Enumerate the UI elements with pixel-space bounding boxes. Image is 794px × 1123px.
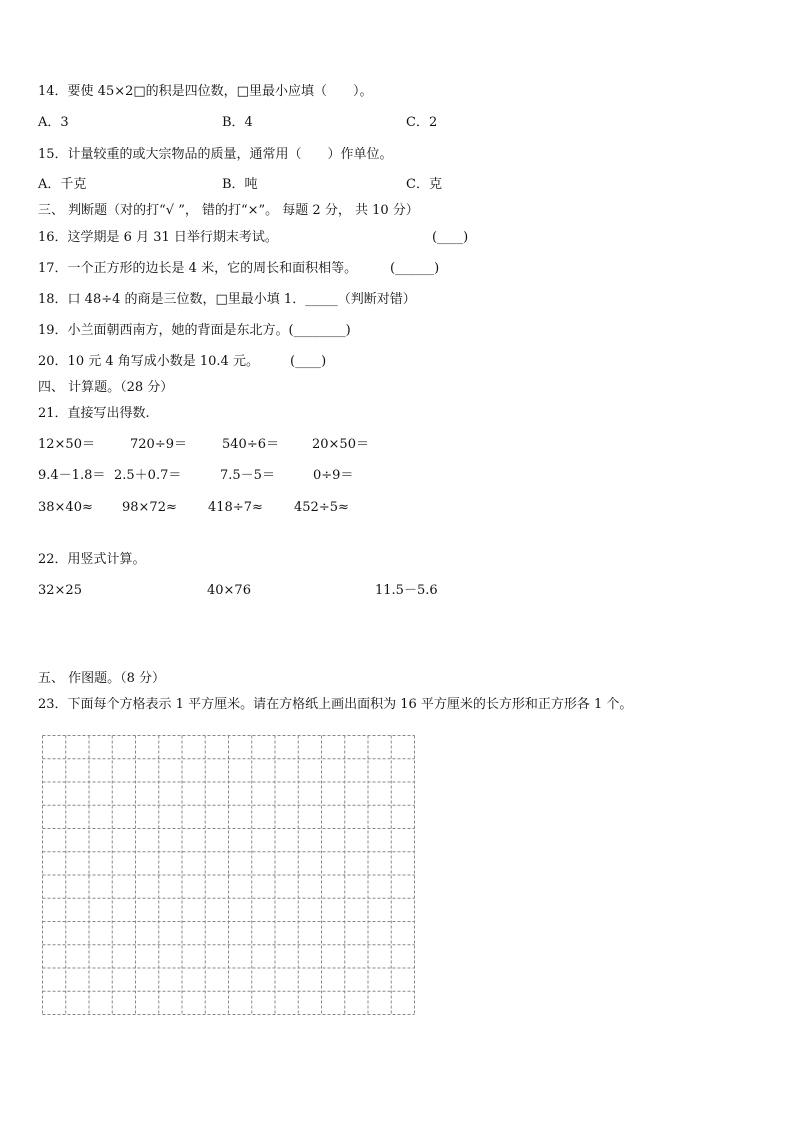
calc-item: 9.4－1.8＝ <box>38 468 106 483</box>
question-15-option-c: C．克 <box>406 177 442 192</box>
question-20-text: 20．10 元 4 角写成小数是 10.4 元。 <box>38 354 259 369</box>
calc-item: 0÷9＝ <box>313 468 354 483</box>
question-15-option-b: B．吨 <box>222 177 258 192</box>
calc-item: 38×40≈ <box>38 500 93 515</box>
question-15-option-a: A．千克 <box>38 177 87 192</box>
question-23-stem: 23．下面每个方格表示 1 平方厘米。请在方格纸上画出面积为 16 平方厘米的长方形和正方形各 1 个。 <box>38 697 633 712</box>
vertical-calc-item: 11.5－5.6 <box>375 583 438 598</box>
question-14-option-c: C．2 <box>406 115 438 130</box>
square-grid-paper <box>42 735 415 1015</box>
calc-item: 7.5－5＝ <box>220 468 275 483</box>
question-15-stem: 15．计量较重的或大宗物品的质量，通常用（ ）作单位。 <box>38 147 393 162</box>
question-14-option-b: B．4 <box>222 115 253 130</box>
calc-item: 452÷5≈ <box>294 500 349 515</box>
calc-item: 540÷6＝ <box>222 437 279 452</box>
question-14-stem: 14．要使 45×2□的积是四位数，□里最小应填（ ）。 <box>38 84 373 99</box>
calc-item: 418÷7≈ <box>208 500 263 515</box>
section-3-heading: 三、 判断题（对的打“√ ”， 错的打“×”。 每题 2 分， 共 10 分） <box>38 203 419 218</box>
question-16-blank: (____) <box>432 230 469 245</box>
calc-item: 98×72≈ <box>122 500 177 515</box>
vertical-calc-item: 32×25 <box>38 583 82 598</box>
question-16-text: 16．这学期是 6 月 31 日举行期末考试。 <box>38 230 278 245</box>
vertical-calc-item: 40×76 <box>207 583 251 598</box>
calc-item: 12×50＝ <box>38 437 95 452</box>
question-18-text: 18．口 48÷4 的商是三位数，□里最小填 1．_____（判断对错） <box>38 292 416 307</box>
question-20-blank: (____) <box>290 354 327 369</box>
calc-item: 2.5＋0.7＝ <box>114 468 182 483</box>
question-17-blank: (______) <box>390 261 440 276</box>
question-22-stem: 22．用竖式计算。 <box>38 552 146 567</box>
calc-item: 720÷9＝ <box>130 437 187 452</box>
section-4-heading: 四、 计算题。（28 分） <box>38 380 174 395</box>
question-14-option-a: A．3 <box>38 115 69 130</box>
question-19-text: 19．小兰面朝西南方，她的背面是东北方。(________) <box>38 323 351 338</box>
section-5-heading: 五、 作图题。（8 分） <box>38 671 166 686</box>
question-21-stem: 21．直接写出得数. <box>38 406 150 421</box>
question-17-text: 17．一个正方形的边长是 4 米，它的周长和面积相等。 <box>38 261 358 276</box>
calc-item: 20×50＝ <box>312 437 369 452</box>
